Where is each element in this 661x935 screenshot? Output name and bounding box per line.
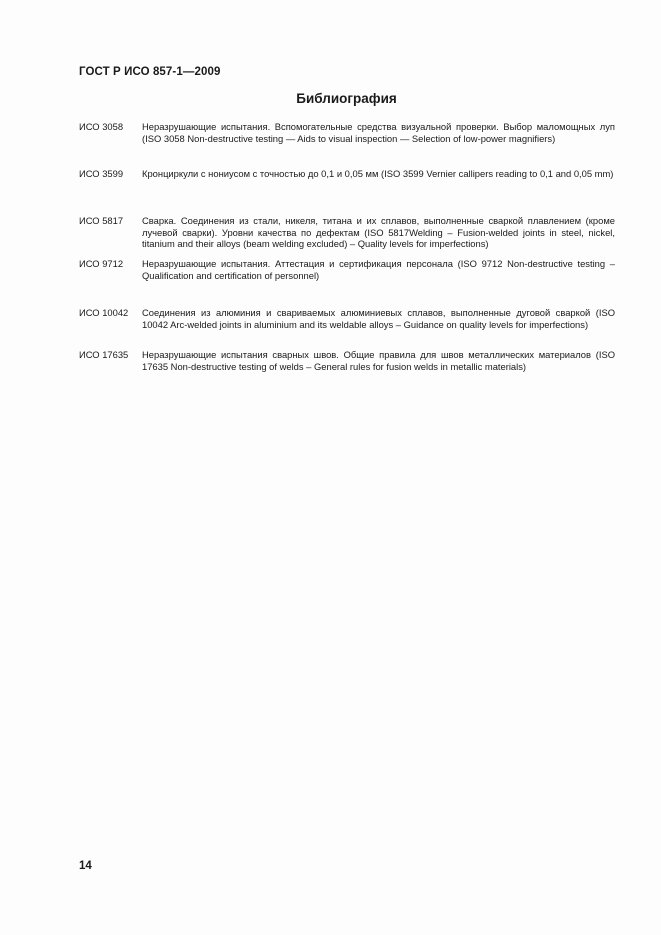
- bibliography-entry-iso-3599: [79, 168, 615, 180]
- entry-text: Неразрушающие испытания сварных швов. Общие правила для швов металлических материалов (ISO 17635 Non-destructive testing of welds – General rules for fusion welds in metallic materials): [142, 349, 615, 372]
- entry-reference: ИСО 3599: [79, 168, 124, 179]
- entry-reference: ИСО 17635: [79, 349, 129, 360]
- entry-text: Неразрушающие испытания. Аттестация и сертификация персонала (ISO 9712 Non-destructive testing – Qualification and certification of personnel): [142, 258, 615, 281]
- entry-text: Сварка. Соединения из стали, никеля, титана и их сплавов, выполненные сваркой плавлением (кроме лучевой сварки). Уровни качества по дефектам (ISO 5817Welding – Fusion-welded joints in steel, nickel, titanium and their alloys (beam welding excluded) – Quality levels for imperfections): [142, 215, 615, 250]
- entry-reference: ИСО 3058: [79, 121, 124, 132]
- entry-reference: ИСО 5817: [79, 215, 124, 226]
- bibliography-entry-iso-3058: [79, 121, 615, 144]
- bibliography-entry-iso-5817: [79, 215, 615, 250]
- page-number: 14: [79, 860, 92, 872]
- bibliography-entry-iso-9712: [79, 258, 615, 281]
- entry-text: Соединения из алюминия и свариваемых алюминиевых сплавов, выполненные дуговой сваркой (ISO 10042 Arc-welded joints in aluminium and its weldable alloys – Guidance on quality levels for imperfections): [142, 307, 615, 330]
- entry-reference: ИСО 9712: [79, 258, 124, 269]
- entry-text: Кронциркули с нониусом с точностью до 0,1 и 0,05 мм (ISO 3599 Vernier callipers reading to 0,1 and 0,05 mm): [142, 168, 614, 179]
- bibliography-entry-iso-10042: [79, 307, 615, 330]
- bibliography-entry-iso-17635: [79, 349, 615, 372]
- entry-reference: ИСО 10042: [79, 307, 129, 318]
- document-code: ГОСТ Р ИСО 857-1—2009: [79, 66, 221, 78]
- page-title: Библиография: [296, 91, 397, 106]
- entry-text: Неразрушающие испытания. Вспомогательные средства визуальной проверки. Выбор маломощных луп (ISO 3058 Non-destructive testing — Aids to visual inspection — Selection of low-power magnifiers): [142, 121, 615, 144]
